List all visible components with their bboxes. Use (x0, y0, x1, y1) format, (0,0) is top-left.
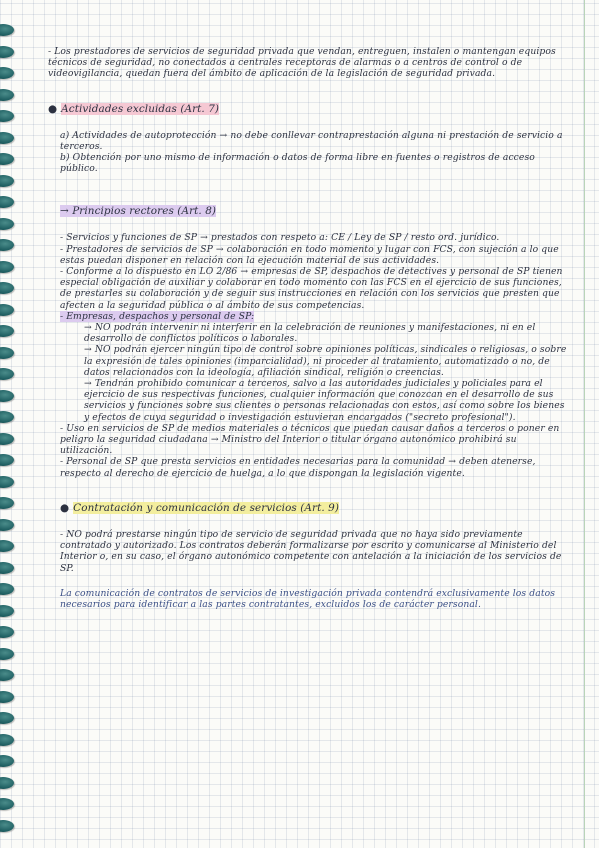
item-a: a) Actividades de autoprotección → no debe conllevar contraprestación alguna ni prestación de servicio a terceros. (60, 129, 563, 152)
spiral-ring (0, 325, 14, 337)
spiral-ring (0, 89, 14, 101)
spiral-ring (0, 798, 14, 810)
spiral-ring (0, 304, 14, 316)
spiral-ring (0, 175, 14, 187)
spiral-ring (0, 24, 14, 36)
spiral-ring (0, 519, 14, 531)
contracting-1: - NO podrá prestarse ningún tipo de servicio de seguridad privada que no haya sido previamente contratado y autorizado. Los contratos deberán formalizarse por escrito y comunicarse al Ministerio del Interior o, en su caso, el órgano autonómico competente con antelación a la iniciación de los servicios de SP. (60, 528, 562, 574)
principle-5: - Uso en servicios de SP de medios materiales o técnicos que puedan causar daños a terceros o poner en peligro la seguridad ciudadana → Ministro del Interior o titular órgano autonómico prohibirá su utilización. (60, 422, 560, 457)
heading-guiding-principles: → Principios rectores (Art. 8) (60, 205, 217, 218)
spiral-ring (0, 691, 14, 703)
spiral-ring (0, 583, 14, 595)
principle-4a: → NO podrán intervenir ni interferir en la celebración de reuniones y manifestaciones, ni en el desarrollo de conflictos políticos o laborales. (84, 322, 536, 345)
spiral-ring (0, 562, 14, 574)
principle-3: - Conforme a lo dispuesto en LO 2/86 → empresas de SP, despachos de detectives y personal de SP tienen especial obligación de auxiliar y colaborar en todo momento con las FCS en el ejercicio de sus funciones, de prestarles su colaboración y de seguir sus instrucciones en relación con los servicios que presten que afecten a la seguridad pública o al ámbito de sus competencias. (60, 266, 563, 311)
spiral-ring (0, 132, 14, 144)
spiral-ring (0, 218, 14, 230)
principle-2: - Prestadores de servicios de SP → colaboración en todo momento y lugar con FCS, con sujeción a lo que estas puedan disponer en relación con la ejecución material de sus actividades. (60, 243, 559, 266)
spiral-ring (0, 755, 14, 767)
spiral-ring (0, 648, 14, 660)
item-b: b) Obtención por uno mismo de información o datos de forma libre en fuentes o registros de acceso público. (60, 152, 535, 175)
principle-4c: → Tendrán prohibido comunicar a terceros, salvo a las autoridades judiciales y policiales para el ejercicio de sus respectivas funciones, cualquier información que conozcan en el desarrollo de sus servicios y funciones sobre sus clientes o personas relacionadas con estos, así como sobre los bienes y efectos de cuya seguridad o investigación estuvieran encargados ("secreto profesional"). (84, 378, 565, 423)
spiral-ring (0, 411, 14, 423)
heading-contracting: ● Contratación y comunicación de servicios (Art. 9) (60, 501, 340, 514)
spiral-ring (0, 261, 14, 273)
heading-excluded-activities: ● Actividades excluidas (Art. 7) (48, 102, 220, 115)
spiral-ring (0, 777, 14, 789)
spiral-ring (0, 390, 14, 402)
spiral-ring (0, 196, 14, 208)
principle-4b: → NO podrán ejercer ningún tipo de control sobre opiniones políticas, sindicales o religiosas, o sobre la expresión de tales opiniones (imparcialidad), ni proceder al tratamiento, automatizado o no, de datos relacionados con la ideología, afiliación sindical, religión o creencias. (84, 344, 567, 378)
spiral-ring (0, 712, 14, 724)
bullet-dot-icon: ● (60, 501, 70, 514)
margin-line (584, 0, 585, 848)
bullet-dot-icon: ● (48, 102, 58, 115)
spiral-ring (0, 626, 14, 638)
spiral-ring (0, 347, 14, 359)
principle-1: - Servicios y funciones de SP → prestados con respeto a: CE / Ley de SP / resto ord. jurídico. (60, 232, 500, 244)
spiral-binding (0, 0, 18, 848)
spiral-ring (0, 820, 14, 832)
spiral-ring (0, 497, 14, 509)
spiral-ring (0, 67, 14, 79)
spiral-ring (0, 540, 14, 552)
notes-content (48, 46, 568, 610)
principle-6: - Personal de SP que presta servicios en entidades necesarias para la comunidad → deben atenerse, respecto al derecho de ejercicio de huelga, a lo que dispongan la legislación vigente. (60, 456, 536, 479)
spiral-ring (0, 669, 14, 681)
spiral-ring (0, 153, 14, 165)
spiral-ring (0, 433, 14, 445)
spiral-ring (0, 734, 14, 746)
contracting-2: La comunicación de contratos de servicios de investigación privada contendrá exclusivamente los datos necesarios para identificar a las partes contratantes, excluidos los de carácter personal. (60, 587, 556, 610)
spiral-ring (0, 368, 14, 380)
intro-paragraph: - Los prestadores de servicios de seguridad privada que vendan, entreguen, instalen o mantengan equipos técnicos de seguridad, no conectados a centrales receptoras de alarmas o a centros de control o de videovigilancia, quedan fuera del ámbito de aplicación de la legislación de seguridad privada. (48, 46, 556, 80)
spiral-ring (0, 476, 14, 488)
spiral-ring (0, 282, 14, 294)
spiral-ring (0, 110, 14, 122)
spiral-ring (0, 239, 14, 251)
spiral-ring (0, 605, 14, 617)
principle-4: - Empresas, despachos y personal de SP: (60, 310, 255, 322)
spiral-ring (0, 454, 14, 466)
spiral-ring (0, 46, 14, 58)
